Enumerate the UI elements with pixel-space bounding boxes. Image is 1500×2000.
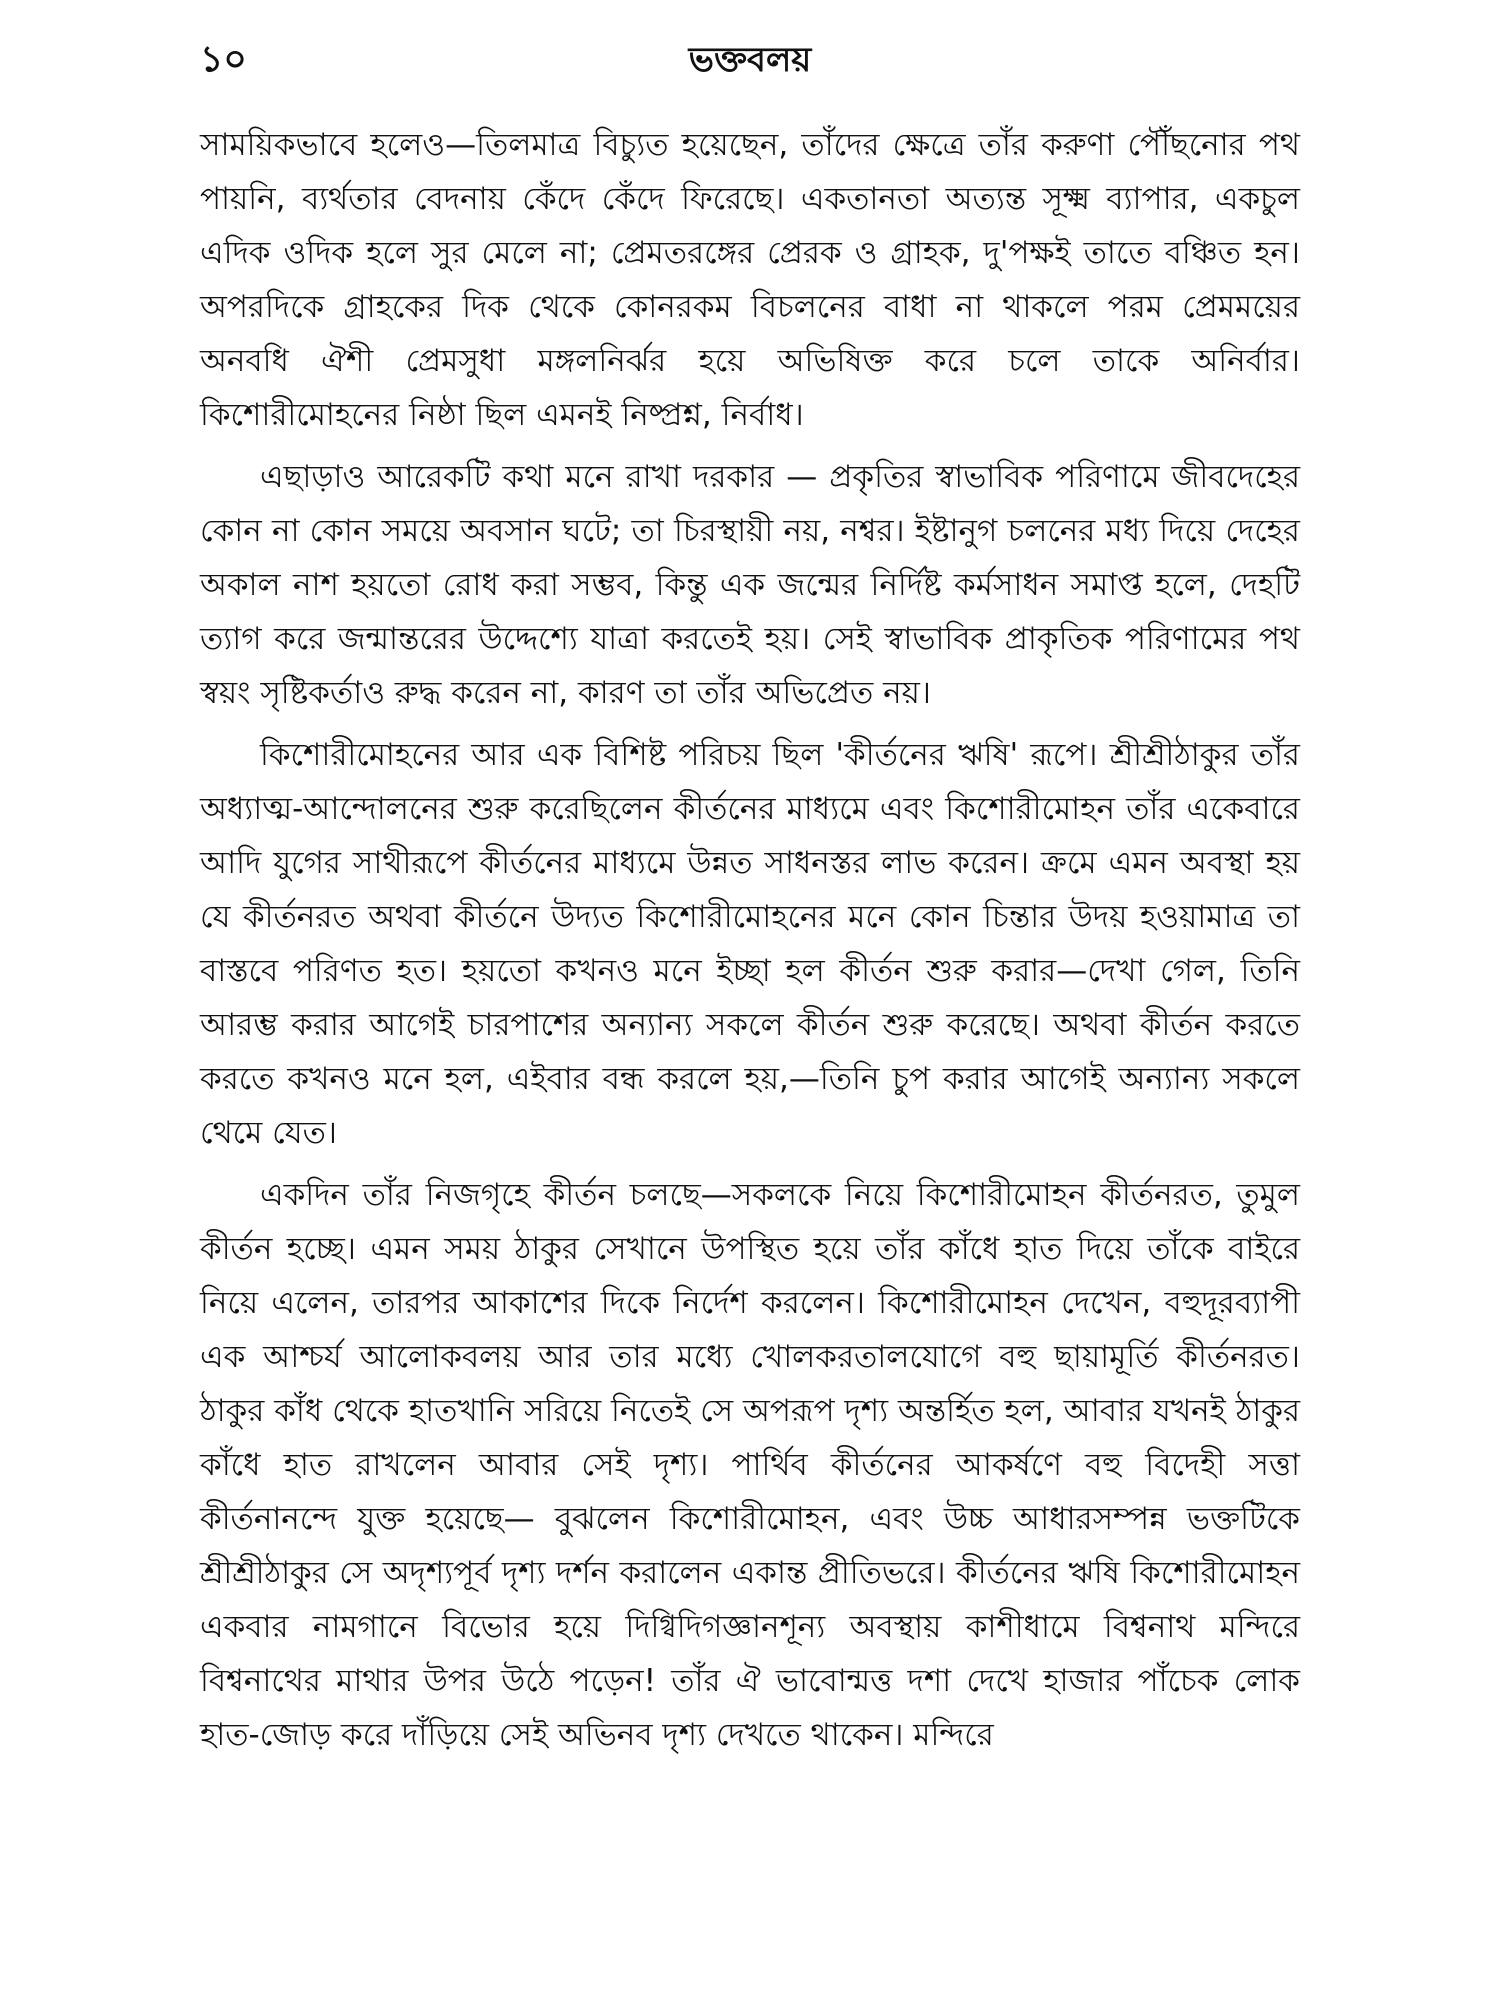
paragraph: এছাড়াও আরেকটি কথা মনে রাখা দরকার — প্রকৃতির স্বাভাবিক পরিণামে জীবদেহের কোন না কোন সময়ে অবসান ঘটে; তা চিরস্থায়ী নয়, নশ্বর। ইষ্টানুগ চলনের মধ্য দিয়ে দেহের অকাল নাশ হয়তো রোধ করা সম্ভব, কিন্তু এক জন্মের নির্দিষ্ট কর্মসাধন সমাপ্ত হলে, দেহটি ত্যাগ করে জন্মান্তরের উদ্দেশ্যে যাত্রা করতেই হয়। সেই স্বাভাবিক প্রাকৃতিক পরিণামের পথ স্বয়ং সৃষ্টিকর্তাও রুদ্ধ করেন না, কারণ তা তাঁর অভিপ্রেত নয়।: [200, 459, 1300, 711]
body-text: [200, 118, 1300, 1770]
page-header: [200, 30, 1300, 90]
page-number: ১০: [200, 39, 247, 80]
paragraph: সাময়িকভাবে হলেও—তিলমাত্র বিচ্যুত হয়েছেন, তাঁদের ক্ষেত্রে তাঁর করুণা পৌঁছনোর পথ পায়নি, ব্যর্থতার বেদনায় কেঁদে কেঁদে ফিরেছে। একতানতা অত্যন্ত সূক্ষ্ম ব্যাপার, একচুল এদিক ওদিক হলে সুর মেলে না; প্রেমতরঙ্গের প্রেরক ও গ্রাহক, দু'পক্ষই তাতে বঞ্চিত হন। অপরদিকে গ্রাহকের দিক থেকে কোনরকম বিচলনের বাধা না থাকলে পরম প্রেমময়ের অনবধি ঐশী প্রেমসুধা মঙ্গলনির্ঝর হয়ে অভিষিক্ত করে চলে তাকে অনির্বার। কিশোরীমোহনের নিষ্ঠা ছিল এমনই নিষ্প্রশ্ন, নির্বাধ।: [200, 127, 1300, 433]
paragraph: একদিন তাঁর নিজগৃহে কীর্তন চলছে—সকলকে নিয়ে কিশোরীমোহন কীর্তনরত, তুমুল কীর্তন হচ্ছে। এমন সময় ঠাকুর সেখানে উপস্থিত হয়ে তাঁর কাঁধে হাত দিয়ে তাঁকে বাইরে নিয়ে এলেন, তারপর আকাশের দিকে নির্দেশ করলেন। কিশোরীমোহন দেখেন, বহুদূরব্যাপী এক আশ্চর্য আলোকবলয় আর তার মধ্যে খোলকরতালযোগে বহু ছায়ামূর্তি কীর্তনরত। ঠাকুর কাঁধ থেকে হাতখানি সরিয়ে নিতেই সে অপরূপ দৃশ্য অন্তর্হিত হল, আবার যখনই ঠাকুর কাঁধে হাত রাখলেন আবার সেই দৃশ্য। পার্থিব কীর্তনের আকর্ষণে বহু বিদেহী সত্তা কীর্তনানন্দে যুক্ত হয়েছে— বুঝলেন কিশোরীমোহন, এবং উচ্চ আধারসম্পন্ন ভক্তটিকে শ্রীশ্রীঠাকুর সে অদৃশ্যপূর্ব দৃশ্য দর্শন করালেন একান্ত প্রীতিভরে। কীর্তনের ঋষি কিশোরীমোহন একবার নামগানে বিভোর হয়ে দিগ্বিদিগজ্ঞানশূন্য অবস্থায় কাশীধামে বিশ্বনাথ মন্দিরে বিশ্বনাথের মাথার উপর উঠে পড়েন! তাঁর ঐ ভাবোন্মত্ত দশা দেখে হাজার পাঁচেক লোক হাত-জোড় করে দাঁড়িয়ে সেই অভিনব দৃশ্য দেখতে থাকেন। মন্দিরে: [200, 1177, 1300, 1753]
paragraph: কিশোরীমোহনের আর এক বিশিষ্ট পরিচয় ছিল 'কীর্তনের ঋষি' রূপে। শ্রীশ্রীঠাকুর তাঁর অধ্যাত্ম-আন্দোলনের শুরু করেছিলেন কীর্তনের মাধ্যমে এবং কিশোরীমোহন তাঁর একেবারে আদি যুগের সাথীরূপে কীর্তনের মাধ্যমে উন্নত সাধনস্তর লাভ করেন। ক্রমে এমন অবস্থা হয় যে কীর্তনরত অথবা কীর্তনে উদ্যত কিশোরীমোহনের মনে কোন চিন্তার উদয় হওয়ামাত্র তা বাস্তবে পরিণত হত। হয়তো কখনও মনে ইচ্ছা হল কীর্তন শুরু করার—দেখা গেল, তিনি আরম্ভ করার আগেই চারপাশের অন্যান্য সকলে কীর্তন শুরু করেছে। অথবা কীর্তন করতে করতে কখনও মনে হল, এইবার বন্ধ করলে হয়,—তিনি চুপ করার আগেই অন্যান্য সকলে থেমে যেত।: [200, 737, 1300, 1151]
running-title: ভক্তবলয়: [688, 40, 812, 80]
